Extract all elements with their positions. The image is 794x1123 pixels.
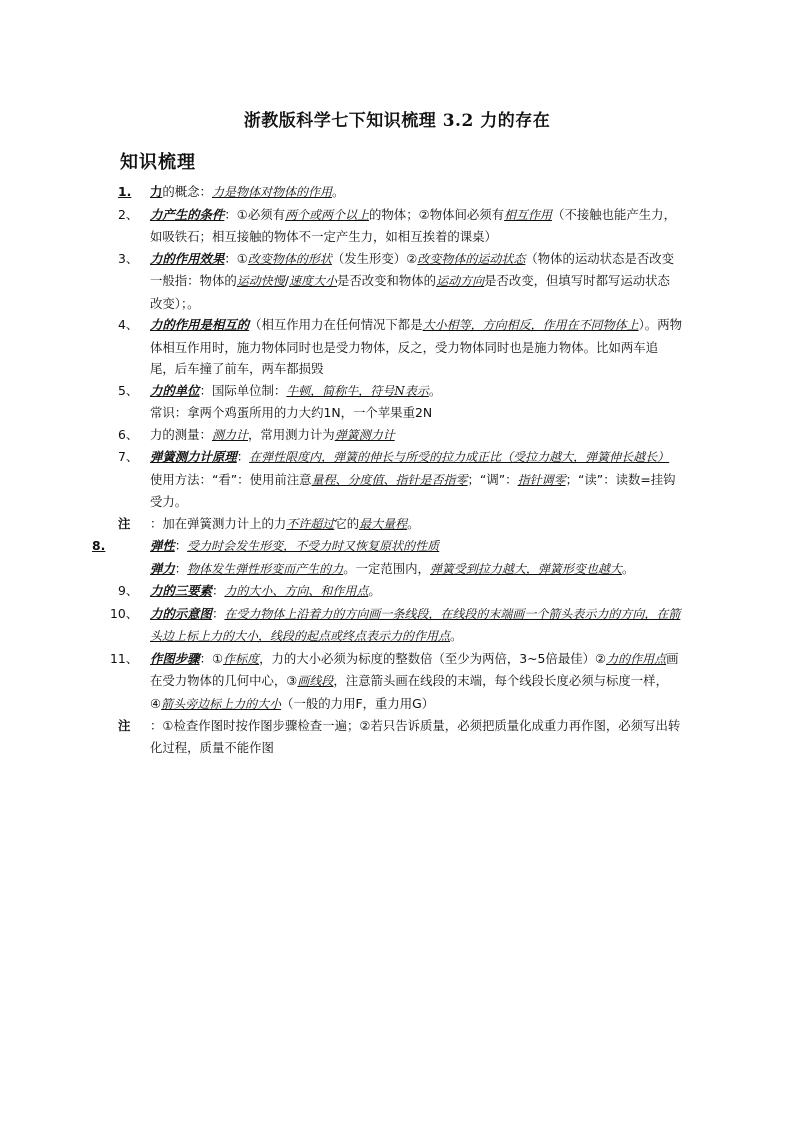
section-heading: 知识梳理 [120, 152, 196, 173]
item-number: 10、 [110, 605, 139, 621]
item-number: 3、 [118, 250, 139, 266]
item-keyword: 力的作用效果 [150, 250, 225, 266]
item-text: 。 [621, 560, 635, 576]
item-8 [92, 535, 682, 558]
item-answer: 改变物体的运动状态 [417, 251, 526, 266]
item-text: ，注意箭头画在线段的末端，每个线段长度必须与标度一样， [333, 673, 668, 688]
item-number: 6、 [118, 426, 139, 442]
item-text: ，常用测力计为 [247, 426, 335, 442]
item-answer: 画线段 [297, 674, 334, 688]
item-text: ：①必须有 [224, 206, 286, 222]
item-keyword: 力产生的条件 [150, 206, 225, 222]
item-text: 的物体；②物体间必须有 [369, 206, 505, 222]
item-text: （发生形变）② [331, 250, 418, 266]
item-answer: 受力时会发生形变，不受力时又恢复原状的性质 [187, 539, 440, 553]
item-number: 4、 [118, 317, 139, 332]
item-answer: 弹簧测力计 [334, 427, 395, 442]
item-2 [92, 204, 682, 248]
item-number: 1. [118, 184, 132, 199]
item-number: 2、 [118, 206, 139, 222]
item-text: ④ [150, 695, 162, 711]
usage-text: ；“读”：读数=挂钩受力。 [150, 471, 676, 509]
item-number: 11、 [110, 650, 139, 666]
note-text: 它的 [334, 515, 360, 531]
item-7 [92, 446, 682, 469]
item-1 [92, 181, 682, 204]
item-number: 9、 [118, 583, 139, 598]
item-number: 5、 [118, 382, 139, 398]
item-text: （相互作用力在任何情况下都是 [249, 317, 423, 332]
note-label: 注 [118, 515, 131, 531]
note-text: ：加在弹簧测力计上的力 [150, 515, 287, 531]
item-text: ：① [224, 250, 248, 266]
item-text: ： [236, 449, 250, 464]
item-11 [92, 648, 682, 716]
item-text: ：① [199, 650, 224, 666]
item-text: ： [211, 605, 225, 621]
note-text: 。 [407, 515, 420, 531]
item-answer: 作标度 [223, 651, 260, 666]
item-answer: 箭头旁边标上力的大小 [161, 696, 282, 711]
item-keyword: 力的单位 [150, 382, 200, 398]
item-keyword: 力的示意图 [150, 605, 212, 621]
item-text: ： [211, 583, 225, 598]
item-answer: 速度大小 [288, 274, 337, 288]
note-answer: 最大量程 [359, 516, 408, 531]
note-answer: 不许超过 [286, 516, 335, 531]
item-text: 的概念： [162, 184, 212, 199]
item-answer: 力的作用点 [606, 651, 667, 666]
usage-text: ；“调”： [467, 471, 518, 487]
item-answer: 运动方向 [436, 274, 485, 288]
item-keyword: 力的三要素 [150, 583, 212, 598]
item-text: 。一定范围内， [343, 560, 430, 576]
item-answer: 在弹性限度内，弹簧的伸长与所受的拉力成正比（受拉力越大，弹簧伸长越长） [249, 450, 670, 464]
note-text: ：①检查作图时按作图步骤检查一遍；②若只告诉质量，必须把质量化成重力再作图，必须写出转化过程，质量不能作图 [150, 718, 681, 755]
item-text: （不接触也能产生力，如吸铁石；相互接触的物体不一定产生力，如相互挨着的课桌） [150, 206, 676, 244]
item-text: 。 [331, 184, 345, 199]
item-answer: 运动快慢 [236, 274, 285, 288]
item-answer: 相互作用 [504, 207, 553, 222]
item-9 [92, 580, 682, 603]
item-text: （一般的力用F，重力用G） [281, 695, 435, 711]
item-number: 8. [92, 538, 106, 553]
item-text: 是否改变，但填写时都写运动状态改变）；。 [150, 273, 670, 311]
item-10 [92, 603, 682, 648]
item-6 [92, 424, 682, 447]
usage-answer: 指针调零 [517, 472, 566, 487]
item-keyword: 弹簧测力计原理 [150, 449, 237, 464]
item-text: 。 [428, 382, 442, 398]
note-label: 注 [118, 718, 131, 733]
item-text: 。 [368, 583, 381, 598]
item-text: / [284, 273, 289, 288]
item-text: ：国际单位制： [199, 382, 287, 398]
item-answer: 牛顿，简称牛，符号N表示 [286, 383, 429, 398]
item-answer: 物体发生弹性形变而产生的力 [187, 561, 344, 576]
item-answer: 测力计 [211, 427, 248, 442]
item-keyword: 弹性 [150, 538, 175, 553]
item-5 [92, 380, 682, 403]
item-answer: 力是物体对物体的作用 [211, 185, 332, 199]
page-title: 浙教版科学七下知识梳理 3.2 力的存在 [243, 111, 551, 131]
item-text: 是否改变和物体的 [336, 273, 437, 288]
item-keyword: 弹力 [150, 560, 175, 576]
item-text: （物体的运动状态是否改变一般指：物体的 [150, 250, 675, 288]
item-5-note: 常识：拿两个鸡蛋所用的力大约1N，一个苹果重2N [150, 405, 433, 420]
item-text: ）。两物体相互作用时，施力物体同时也是受力物体，反之，受力物体同时也是施力物体。比如两车追尾，后车撞了前车，两车都损毁 [150, 317, 682, 376]
item-keyword: 力的作用是相互的 [150, 317, 250, 332]
item-number: 7、 [118, 449, 139, 464]
knowledge-list [92, 181, 682, 758]
item-8-elastic-force [92, 558, 682, 581]
item-keyword: 力 [150, 184, 163, 199]
usage-answer: 量程、分度值、指针是否指零 [311, 472, 468, 487]
item-7-usage [92, 469, 682, 513]
usage-text: 使用方法：“看”：使用前注意 [150, 471, 312, 487]
note-2 [92, 715, 682, 758]
item-answer: 在受力物体上沿着力的方向画一条线段，在线段的末端画一个箭头表示力的方向，在箭头边上标上力的大小，线段的起点或终点表示力的作用点 [150, 606, 681, 643]
item-text: 力的测量： [150, 426, 212, 442]
item-answer: 大小相等，方向相反，作用在不同物体上 [422, 318, 639, 332]
item-answer: 两个或两个以上 [285, 207, 370, 222]
item-text: ，力的大小必须为标度的整数倍（至少为两倍，3~5倍最佳）② [259, 650, 607, 666]
note-1 [92, 513, 682, 536]
item-answer: 力的大小、方向、和作用点 [224, 584, 369, 598]
item-3 [92, 248, 682, 315]
item-4 [92, 314, 682, 380]
item-text: 画在受力物体的几何中心，③ [150, 650, 679, 688]
item-answer: 弹簧受到拉力越大，弹簧形变也越大 [429, 561, 622, 576]
item-text: 。 [450, 628, 463, 643]
item-text: ： [174, 560, 188, 576]
item-answer: 改变物体的形状 [247, 251, 332, 266]
item-keyword: 作图步骤 [150, 650, 200, 666]
item-text: ： [174, 538, 188, 553]
